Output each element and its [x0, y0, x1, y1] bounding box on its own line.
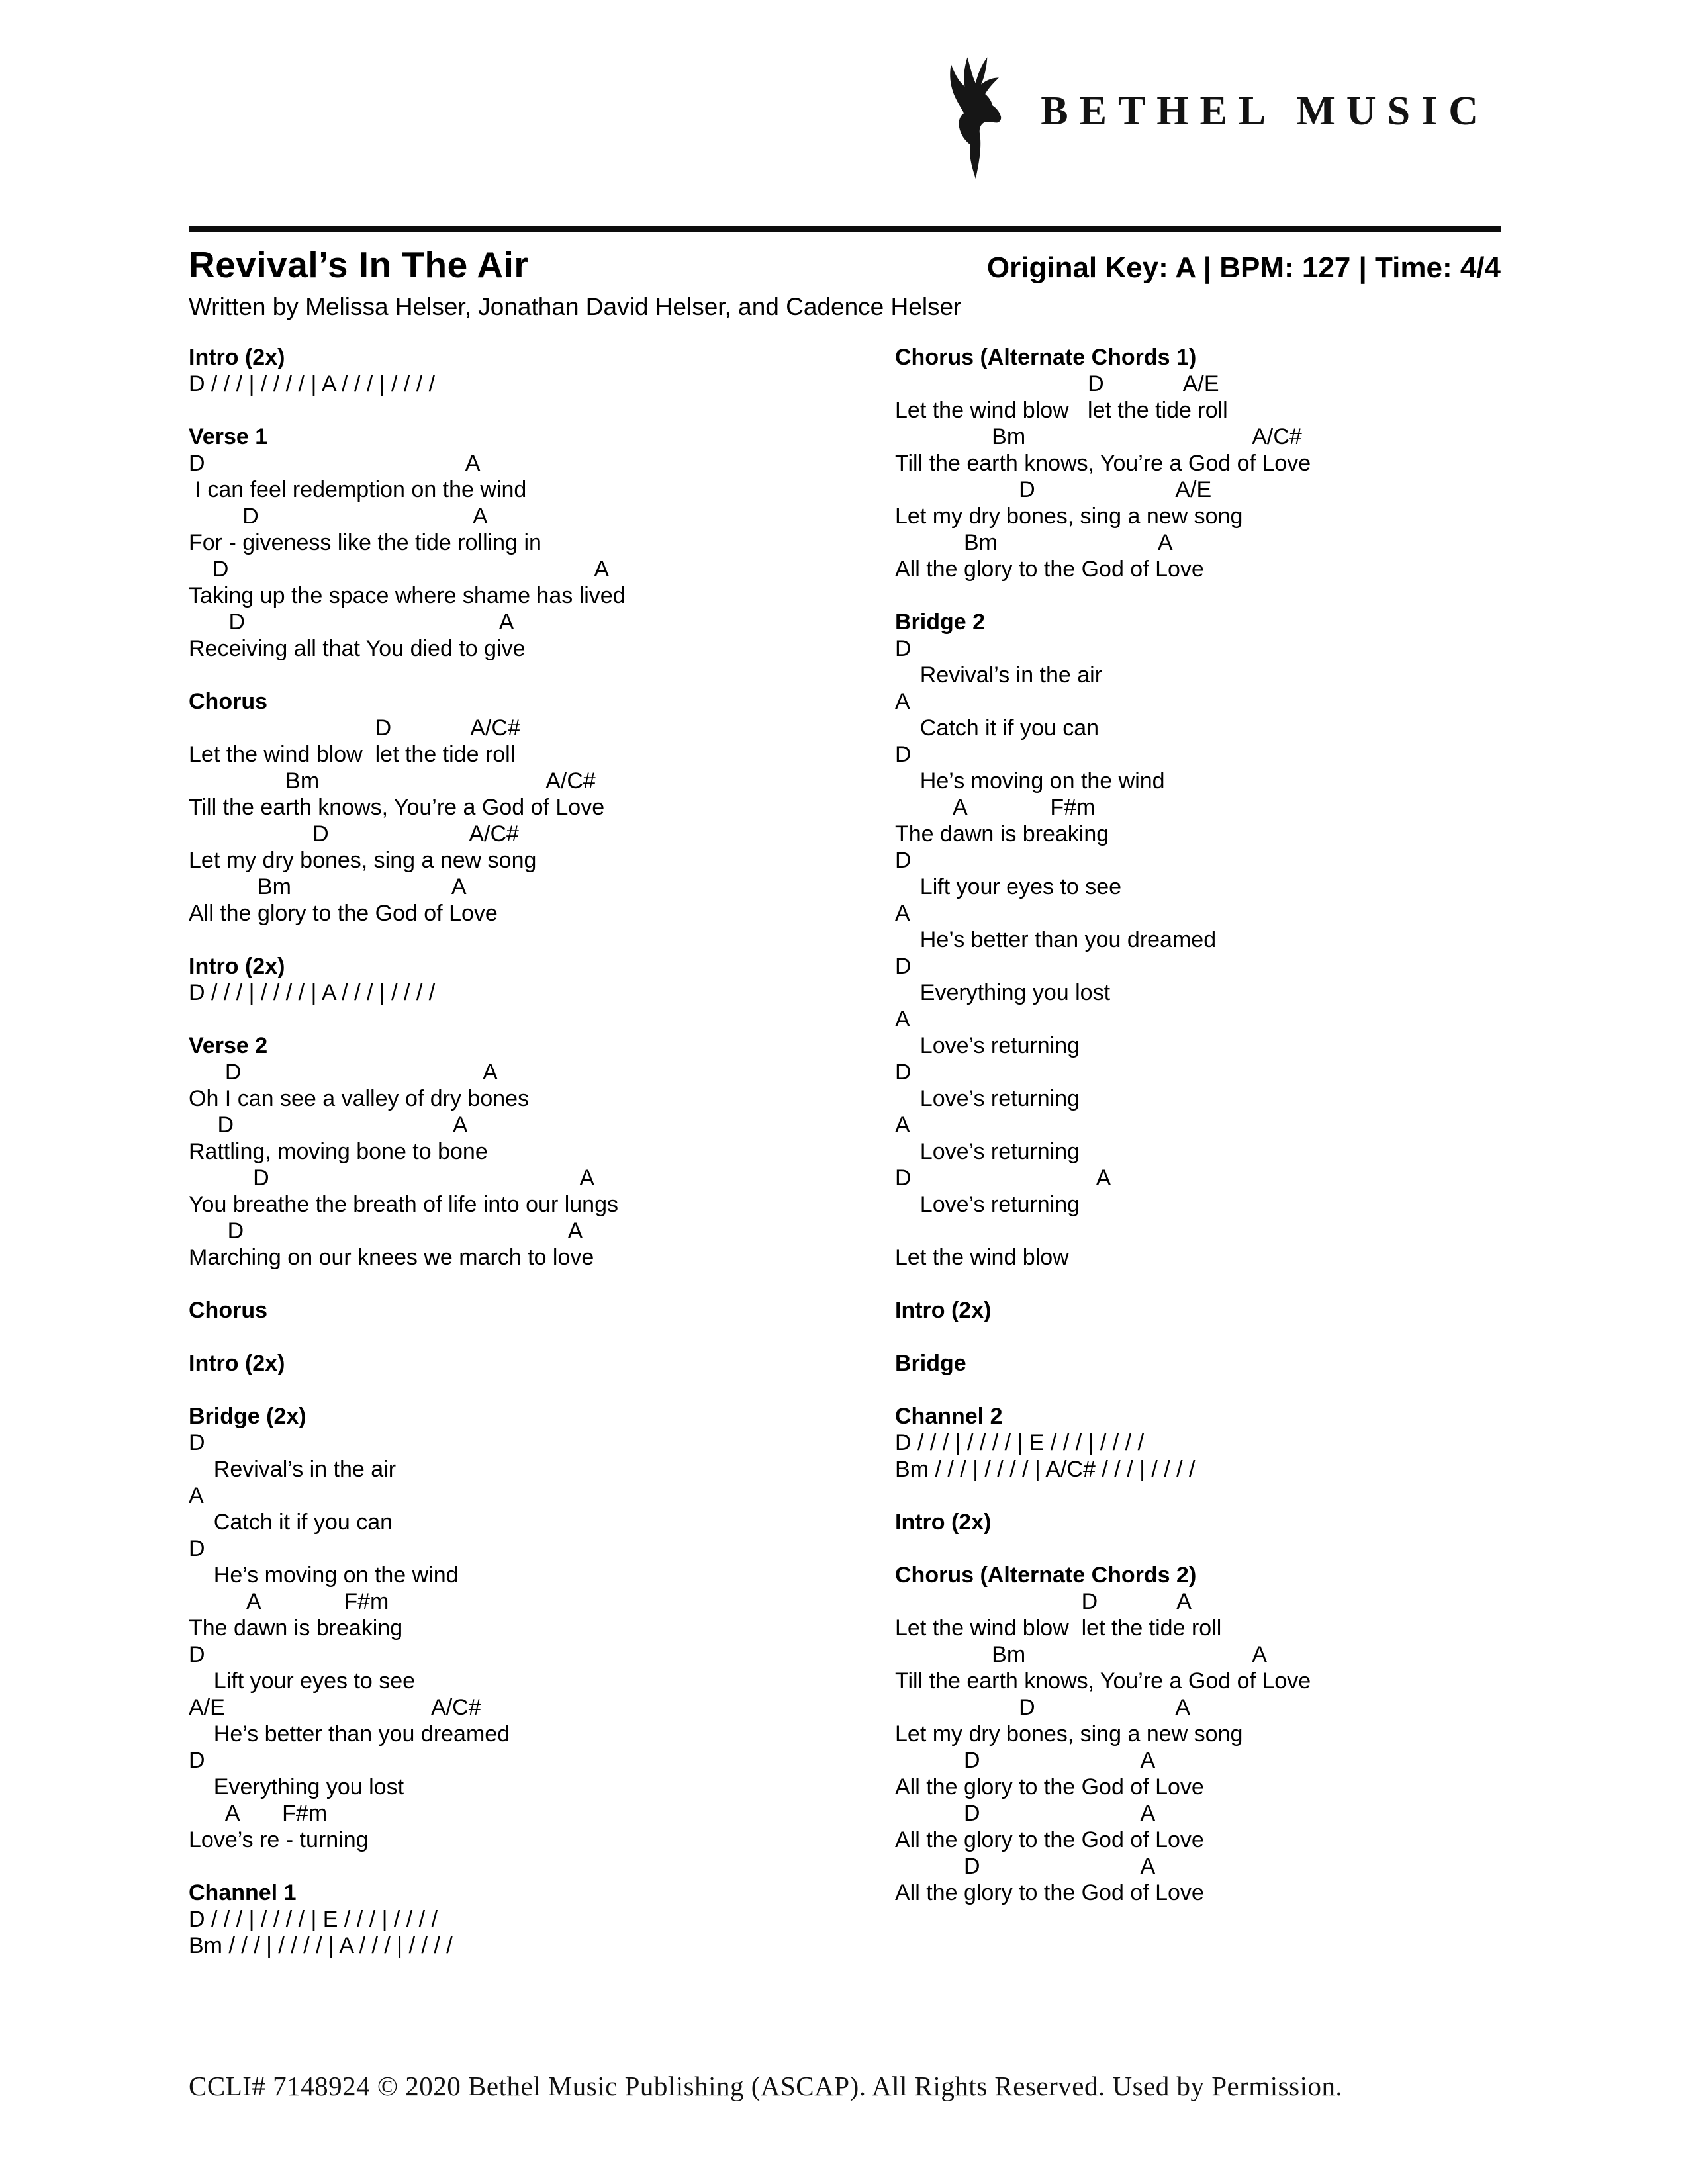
chord-token: D	[189, 1748, 205, 1773]
chord-token: A	[952, 795, 968, 820]
chord-token: D	[312, 821, 329, 846]
chord-token: D	[895, 848, 912, 873]
chord-token: D	[1088, 371, 1104, 396]
chord-rhythm-line: D / / / | / / / / | A / / / | / / / /	[189, 980, 436, 1005]
lyric-line: Everything you lost	[895, 980, 1111, 1005]
chord-token: D	[1019, 1695, 1035, 1720]
song-section	[895, 1350, 1669, 1377]
section-heading: Bridge (2x)	[189, 1404, 306, 1429]
chord-line	[895, 900, 1669, 927]
lyric-line: Oh I can see a valley of dry bones	[189, 1086, 530, 1111]
chord-token: A/C#	[431, 1695, 481, 1720]
chord-token: A/E	[189, 1695, 225, 1720]
chord-line	[189, 1747, 870, 1774]
chord-token: D	[963, 1854, 980, 1879]
chord-token: D	[228, 610, 246, 635]
lyric-line: Let the wind blow let the tide roll	[895, 398, 1228, 423]
lyric-line: Love’s re - turning	[189, 1827, 369, 1852]
chord-token: D	[189, 1536, 205, 1561]
chord-line	[189, 1482, 870, 1509]
chord-line	[895, 477, 1669, 503]
lyric-line: All the glory to the God of Love	[895, 557, 1204, 582]
chord-line	[895, 1800, 1669, 1827]
chord-token: A/C#	[545, 768, 596, 794]
chord-line	[895, 794, 1669, 821]
lyric-line: Till the earth knows, You’re a God of Love	[895, 451, 1311, 476]
chord-token: A/E	[1182, 371, 1219, 396]
chord-token: A	[224, 1801, 240, 1826]
song-section	[895, 1297, 1669, 1324]
chord-line	[895, 1747, 1669, 1774]
lyric-line: Lift your eyes to see	[189, 1668, 416, 1694]
section-heading: Channel 1	[189, 1880, 297, 1905]
chord-token: A	[189, 1483, 204, 1508]
chord-line	[895, 1641, 1669, 1668]
chord-token: A	[246, 1589, 261, 1614]
chord-line	[895, 1006, 1669, 1032]
lyric-line: All the glory to the God of Love	[189, 901, 498, 926]
chord-token: A	[895, 901, 910, 926]
chord-token: D	[895, 636, 912, 661]
chord-line	[189, 1641, 870, 1668]
section-heading: Verse 2	[189, 1033, 268, 1058]
lyric-line: Let my dry bones, sing a new song	[189, 848, 537, 873]
chord-rhythm-line: Bm / / / | / / / / | A/C# / / / | / / / /	[895, 1457, 1196, 1482]
chord-token: A	[895, 1113, 910, 1138]
lyric-line: Catch it if you can	[895, 715, 1100, 741]
lyric-line: Rattling, moving bone to bone	[189, 1139, 488, 1164]
chord-line	[895, 1853, 1669, 1880]
chord-token: A/C#	[1252, 424, 1302, 449]
chord-token: A	[1140, 1854, 1156, 1879]
chord-token: A	[579, 1165, 595, 1191]
section-heading: Chorus	[189, 1298, 267, 1323]
section-heading: Intro (2x)	[189, 1351, 285, 1376]
lyric-line: Till the earth knows, You’re a God of Love	[189, 795, 605, 820]
lyric-line: Everything you lost	[189, 1774, 404, 1799]
chord-line	[895, 635, 1669, 662]
chord-line	[189, 1800, 870, 1827]
chord-token: A	[451, 874, 467, 899]
song-section	[189, 953, 870, 1006]
section-heading: Intro (2x)	[895, 1298, 992, 1323]
chord-token: A	[498, 610, 514, 635]
song-title: Revival’s In The Air	[189, 244, 529, 285]
chord-token: A	[567, 1218, 583, 1244]
song-section	[895, 609, 1669, 1271]
lyric-line: The dawn is breaking	[189, 1615, 403, 1641]
song-section	[189, 1350, 870, 1377]
chord-token: Bm	[992, 424, 1026, 449]
chord-line	[895, 688, 1669, 715]
chord-line	[895, 1165, 1669, 1191]
chord-token: A	[1096, 1165, 1111, 1191]
lyric-line: Receiving all that You died to give	[189, 636, 526, 661]
chord-token: A	[1140, 1801, 1156, 1826]
song-section	[895, 1509, 1669, 1535]
chord-token: D	[895, 954, 912, 979]
chord-line	[189, 1694, 870, 1721]
section-heading: Bridge 2	[895, 610, 986, 635]
chord-token: A	[594, 557, 610, 582]
lyric-line: You breathe the breath of life into our lungs	[189, 1192, 618, 1217]
song-section	[189, 1880, 870, 1959]
chord-line	[189, 1588, 870, 1615]
chord-token: Bm	[257, 874, 291, 899]
lyric-line: For - giveness like the tide rolling in	[189, 530, 541, 555]
lyric-line: Catch it if you can	[189, 1510, 393, 1535]
chord-line	[189, 1165, 870, 1191]
footer-text: CCLI# 7148924 © 2020 Bethel Music Publishing (ASCAP). All Rights Reserved. Used by Permission.	[189, 2071, 1343, 2101]
chord-line	[895, 1059, 1669, 1085]
lyric-line: Revival’s in the air	[895, 662, 1103, 688]
deer-icon	[936, 49, 1018, 179]
chord-line	[895, 424, 1669, 450]
song-section	[895, 344, 1669, 582]
chord-token: Bm	[992, 1642, 1026, 1667]
lyric-line: Revival’s in the air	[189, 1457, 397, 1482]
chord-token: D	[217, 1113, 234, 1138]
chord-token: Bm	[963, 530, 998, 555]
chord-line	[895, 1112, 1669, 1138]
chord-line	[189, 503, 870, 529]
chord-token: F#m	[282, 1801, 328, 1826]
chord-line	[895, 741, 1669, 768]
chord-token: D	[189, 1430, 205, 1455]
chord-line	[189, 1218, 870, 1244]
lyric-line: Lift your eyes to see	[895, 874, 1122, 899]
bethel-music-logo	[936, 48, 1489, 180]
lyric-line: Love’s returning	[895, 1139, 1080, 1164]
chord-line	[895, 1694, 1669, 1721]
section-heading: Bridge	[895, 1351, 966, 1376]
section-heading: Chorus	[189, 689, 267, 714]
chord-token: D	[895, 1165, 912, 1191]
chord-token: D	[242, 504, 259, 529]
lyric-line: Love’s returning	[895, 1086, 1080, 1111]
chord-line	[189, 768, 870, 794]
lyric-line: He’s moving on the wind	[189, 1563, 459, 1588]
chord-token: D	[189, 1642, 205, 1667]
section-heading: Verse 1	[189, 424, 268, 449]
chord-token: A	[483, 1060, 498, 1085]
lyric-line: Let the wind blow let the tide roll	[895, 1615, 1222, 1641]
chord-token: D	[212, 557, 229, 582]
lyric-line: He’s better than you dreamed	[895, 927, 1217, 952]
section-heading: Chorus (Alternate Chords 2)	[895, 1563, 1197, 1588]
chord-rhythm-line: Bm / / / | / / / / | A / / / | / / / /	[189, 1933, 453, 1958]
chord-line	[189, 609, 870, 635]
chord-token: A	[1175, 1695, 1191, 1720]
chord-line	[189, 1059, 870, 1085]
section-heading: Chorus (Alternate Chords 1)	[895, 345, 1197, 370]
chord-token: A	[1176, 1589, 1192, 1614]
chart-right-column	[895, 344, 1669, 1933]
chord-line	[895, 847, 1669, 874]
chord-line	[189, 715, 870, 741]
chord-token: A	[1252, 1642, 1267, 1667]
chord-token: D	[189, 451, 205, 476]
chord-line	[895, 953, 1669, 979]
chord-token: A	[895, 689, 910, 714]
divider-rule	[189, 226, 1501, 232]
chord-line	[189, 874, 870, 900]
section-heading: Intro (2x)	[189, 954, 285, 979]
brand-text: BETHEL MUSIC	[1041, 88, 1489, 134]
chord-rhythm-line: D / / / | / / / / | A / / / | / / / /	[189, 371, 436, 396]
lyric-line: All the glory to the God of Love	[895, 1880, 1204, 1905]
chord-token: A	[465, 451, 481, 476]
chord-token: A/C#	[470, 715, 520, 741]
lyric-line: Taking up the space where shame has lived	[189, 583, 626, 608]
chord-token: D	[253, 1165, 269, 1191]
chord-token: A	[1157, 530, 1173, 555]
song-section	[189, 344, 870, 397]
lyric-line: All the glory to the God of Love	[895, 1827, 1204, 1852]
chord-token: A/C#	[469, 821, 519, 846]
written-by: Written by Melissa Helser, Jonathan David Helser, and Cadence Helser	[189, 293, 962, 320]
chord-token: A	[895, 1007, 910, 1032]
lyric-line: All the glory to the God of Love	[895, 1774, 1204, 1799]
chord-token: D	[227, 1218, 244, 1244]
chord-line	[189, 556, 870, 582]
chord-token: A	[452, 1113, 468, 1138]
chord-token: D	[1081, 1589, 1098, 1614]
lyric-line: He’s better than you dreamed	[189, 1721, 510, 1747]
chord-line	[895, 529, 1669, 556]
chord-line	[895, 1588, 1669, 1615]
lyric-line: Let the wind blow	[895, 1245, 1069, 1270]
song-section	[895, 1562, 1669, 1906]
chord-token: A	[1140, 1748, 1156, 1773]
lyric-line: Till the earth knows, You’re a God of Love	[895, 1668, 1311, 1694]
song-meta: Original Key: A | BPM: 127 | Time: 4/4	[986, 251, 1501, 284]
section-heading: Channel 2	[895, 1404, 1003, 1429]
lyric-line: Love’s returning	[895, 1033, 1080, 1058]
lyric-line: Let my dry bones, sing a new song	[895, 1721, 1243, 1747]
song-section	[189, 1403, 870, 1853]
chord-token: D	[224, 1060, 242, 1085]
song-section	[189, 1032, 870, 1271]
chart-left-column	[189, 344, 870, 1985]
lyric-line: Let my dry bones, sing a new song	[895, 504, 1243, 529]
chord-line	[189, 1535, 870, 1562]
chord-token: D	[1019, 477, 1035, 502]
lyric-line: Marching on our knees we march to love	[189, 1245, 594, 1270]
chord-line	[189, 821, 870, 847]
song-section	[189, 688, 870, 927]
chord-token: A	[472, 504, 488, 529]
chord-token: D	[895, 742, 912, 767]
section-heading: Intro (2x)	[189, 345, 285, 370]
song-section	[189, 424, 870, 662]
song-section	[189, 1297, 870, 1324]
chord-line	[895, 371, 1669, 397]
section-heading: Intro (2x)	[895, 1510, 992, 1535]
lyric-line: Love’s returning	[895, 1192, 1080, 1217]
chord-token: F#m	[344, 1589, 389, 1614]
chord-line	[189, 1430, 870, 1456]
song-section	[895, 1403, 1669, 1482]
chord-token: D	[895, 1060, 912, 1085]
chord-rhythm-line: D / / / | / / / / | E / / / | / / / /	[895, 1430, 1145, 1455]
chord-rhythm-line: D / / / | / / / / | E / / / | / / / /	[189, 1907, 438, 1932]
chord-token: D	[963, 1801, 980, 1826]
chord-token: D	[375, 715, 392, 741]
chord-line	[189, 450, 870, 477]
chord-token: A/E	[1175, 477, 1212, 502]
lyric-line: Let the wind blow let the tide roll	[189, 742, 516, 767]
header-row	[189, 244, 1501, 286]
chord-line	[189, 1112, 870, 1138]
chord-token: Bm	[285, 768, 320, 794]
chord-token: D	[963, 1748, 980, 1773]
lyric-line: The dawn is breaking	[895, 821, 1109, 846]
lyric-line: He’s moving on the wind	[895, 768, 1165, 794]
lyric-line: I can feel redemption on the wind	[189, 477, 527, 502]
chord-token: F#m	[1050, 795, 1096, 820]
